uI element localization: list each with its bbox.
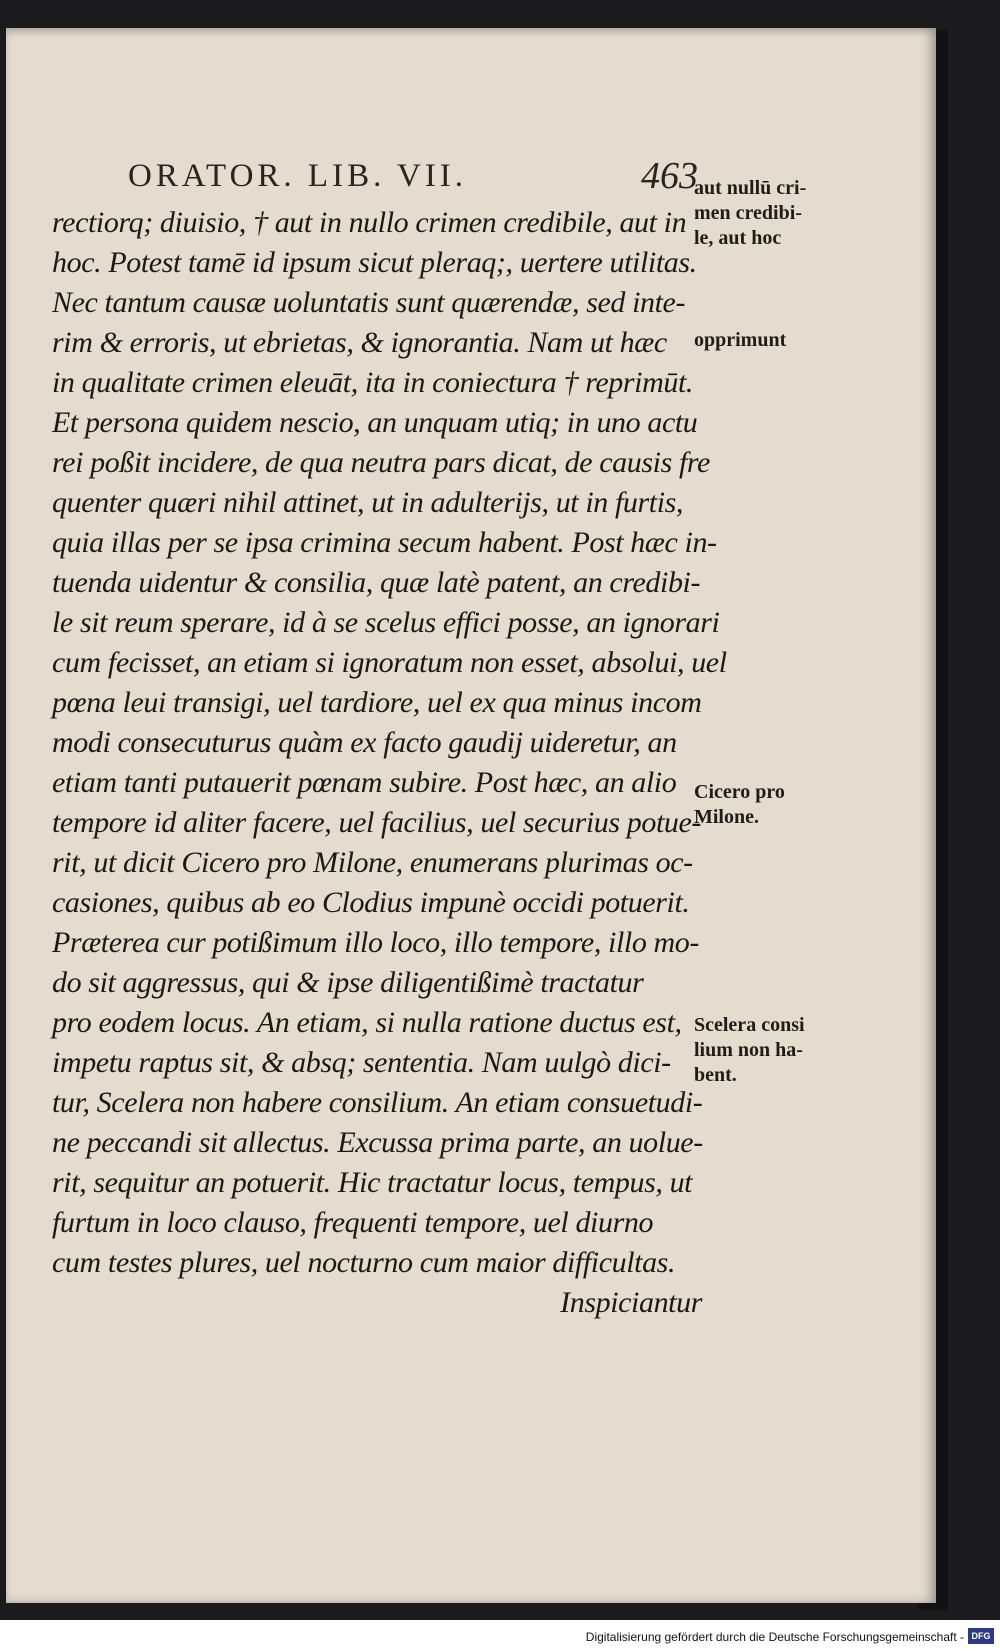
text-line: Et persona quidem nescio, an unquam utiq; in uno actu (52, 406, 698, 439)
text-line: rim & erroris, ut ebrietas, & ignorantia. Nam ut hæc (52, 326, 667, 359)
footer-bar (0, 1622, 1000, 1651)
main-text-block (52, 203, 727, 1323)
dfg-logo: DFG (968, 1628, 994, 1644)
text-line: hoc. Potest tamē id ipsum sicut pleraq;, uertere utilitas. (52, 246, 697, 279)
text-line: le sit reum sperare, id à se scelus effici posse, an ignorari (52, 606, 720, 639)
text-line: rei poßit incidere, de qua neutra pars dicat, de causis fre (52, 446, 710, 479)
text-line: tuenda uidentur & consilia, quæ latè patent, an credibi- (52, 566, 701, 599)
text-line: rit, ut dicit Cicero pro Milone, enumerans plurimas oc- (52, 846, 693, 879)
text-line: in qualitate crimen eleuāt, ita in coniectura † reprimūt. (52, 366, 693, 399)
marginal-note (694, 328, 859, 353)
text-line: cum testes plures, uel nocturno cum maior difficultas. (52, 1246, 676, 1279)
catchword: Inspiciantur (560, 1286, 702, 1319)
marginal-note-line: men credibi- (694, 202, 802, 224)
text-line: tempore id aliter facere, uel facilius, uel securius potue- (52, 806, 702, 839)
marginal-note-line: Scelera consi (694, 1014, 805, 1036)
text-line: do sit aggressus, qui & ipse diligentißimè tractatur (52, 966, 644, 999)
page-number: 463 (641, 155, 698, 197)
text-line: furtum in loco clauso, frequenti tempore, uel diurno (52, 1206, 654, 1239)
marginal-note-line: lium non ha- (694, 1039, 803, 1061)
text-line: Præterea cur potißimum illo loco, illo tempore, illo mo- (52, 926, 699, 959)
text-line: rit, sequitur an potuerit. Hic tractatur locus, tempus, ut (52, 1166, 693, 1199)
text-line: rectiorq; diuisio, † aut in nullo crimen credibile, aut in (52, 206, 687, 239)
funding-credit: Digitalisierung gefördert durch die Deutsche Forschungsgemeinschaft - (585, 1630, 964, 1644)
marginal-note-line: le, aut hoc (694, 227, 782, 249)
marginal-note-line: aut nullū cri- (694, 177, 807, 199)
marginal-note (694, 780, 859, 830)
text-line: tur, Scelera non habere consilium. An etiam consuetudi- (52, 1086, 703, 1119)
text-line: casiones, quibus ab eo Clodius impunè occidi potuerit. (52, 886, 690, 919)
text-line: modi consecuturus quàm ex facto gaudij uideretur, an (52, 726, 677, 759)
text-line: pœna leui transigi, uel tardiore, uel ex qua minus incom (52, 686, 702, 719)
marginal-note-line: opprimunt (694, 329, 787, 351)
text-line: cum fecisset, an etiam si ignoratum non esset, absolui, uel (52, 646, 727, 679)
marginal-note-line: Milone. (694, 806, 759, 828)
marginal-note (694, 1013, 859, 1088)
text-line: ne peccandi sit allectus. Excussa prima parte, an uolue- (52, 1126, 703, 1159)
text-line: impetu raptus sit, & absq; sententia. Nam uulgò dici- (52, 1046, 671, 1079)
marginal-note (694, 176, 859, 251)
running-title: ORATOR. LIB. VII. (128, 158, 468, 194)
text-line: pro eodem locus. An etiam, si nulla ratione ductus est, (52, 1006, 682, 1039)
running-head (128, 155, 698, 206)
text-line: etiam tanti putauerit pœnam subire. Post hæc, an alio (52, 766, 677, 799)
text-line: quenter quæri nihil attinet, ut in adulterijs, ut in furtis, (52, 486, 684, 519)
text-line: Nec tantum causæ uoluntatis sunt quærendæ, sed inte- (52, 286, 686, 319)
book-page (6, 28, 936, 1603)
marginal-note-line: Cicero pro (694, 781, 785, 803)
marginal-note-line: bent. (694, 1064, 737, 1086)
text-line: quia illas per se ipsa crimina secum habent. Post hæc in- (52, 526, 717, 559)
